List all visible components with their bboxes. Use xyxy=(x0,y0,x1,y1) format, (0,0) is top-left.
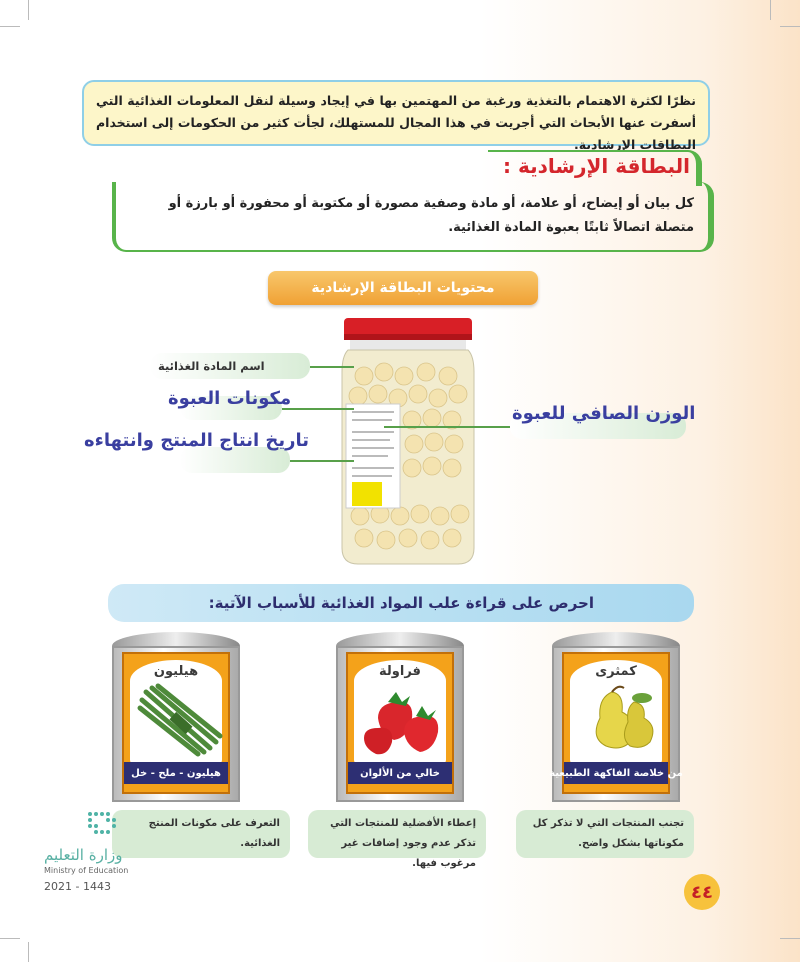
ministry-logo-dots-icon xyxy=(86,810,122,840)
definition-title: البطاقة الإرشادية : xyxy=(502,154,690,178)
can-band: هيليون - ملح - خل xyxy=(124,762,228,784)
page-number: ٤٤ xyxy=(684,874,720,910)
crop-mark xyxy=(28,942,29,962)
label-contents: مكونات العبوة xyxy=(168,388,292,409)
can-asparagus xyxy=(112,632,240,802)
note-reason-1: تجنب المنتجات التي لا تذكر كل مكوناتها بشكل واضح. xyxy=(516,810,694,858)
connector-line xyxy=(290,460,354,462)
pear-icon xyxy=(572,684,672,754)
note-reason-2: إعطاء الأفضلية للمنتجات التي تذكر عدم وجود إضافات غير مرغوب فيها. xyxy=(308,810,486,858)
label-food-name: اسم المادة الغذائية xyxy=(150,353,310,379)
connector-line xyxy=(282,408,354,410)
note-reason-3: التعرف على مكونات المنتج الغذائية. xyxy=(112,810,290,858)
can-name: فراولة xyxy=(379,664,421,679)
crop-mark xyxy=(770,0,771,20)
chickpea-jar-image xyxy=(334,316,482,568)
connector-line xyxy=(384,426,510,428)
can-strawberry xyxy=(336,632,464,802)
reasons-banner: احرص على قراءة علب المواد الغذائية للأسباب الآتية: xyxy=(108,584,694,622)
can-name: هيليون xyxy=(153,664,199,679)
crop-mark xyxy=(0,938,20,939)
ministry-name-arabic: وزارة التعليم xyxy=(44,846,123,864)
can-band: من خلاصة الفاكهة الطبيعية xyxy=(564,762,668,784)
label-net-weight: الوزن الصافي للعبوة xyxy=(512,403,696,424)
connector-line xyxy=(310,366,354,368)
can-pear xyxy=(549,632,683,802)
intro-box: نظرًا لكثرة الاهتمام بالتغذية ورغبة من المهتمين بها في إيجاد وسيلة لنقل المعلومات الغذائية التي أسفرت عنها الأبحاث التي أجريت في هذا المجال للمستهلك، لجأت كثير من الحكومات إلى استخدام البطاقات الإرشادية. xyxy=(82,80,710,146)
definition-box: كل بيان أو إيضاح، أو علامة، أو مادة وصفية مصورة أو مكتوبة أو محفورة أو بارزة أو متصلة اتصالاً ثابتًا بعبوة المادة الغذائية. xyxy=(112,182,714,252)
crop-mark xyxy=(780,938,800,939)
contents-label: محتويات البطاقة الإرشادية xyxy=(268,271,538,305)
can-band: خالي من الألوان xyxy=(348,762,452,784)
crop-mark xyxy=(28,0,29,20)
crop-mark xyxy=(780,26,800,27)
edition-year: 2021 - 1443 xyxy=(44,880,111,893)
can-name: كمثرى xyxy=(595,664,637,679)
ministry-name-english: Ministry of Education xyxy=(44,866,129,875)
label-dates: تاريخ انتاج المنتج وانتهاءه xyxy=(84,430,310,451)
crop-mark xyxy=(0,26,20,27)
asparagus-icon xyxy=(132,682,232,760)
strawberry-icon xyxy=(356,682,456,756)
